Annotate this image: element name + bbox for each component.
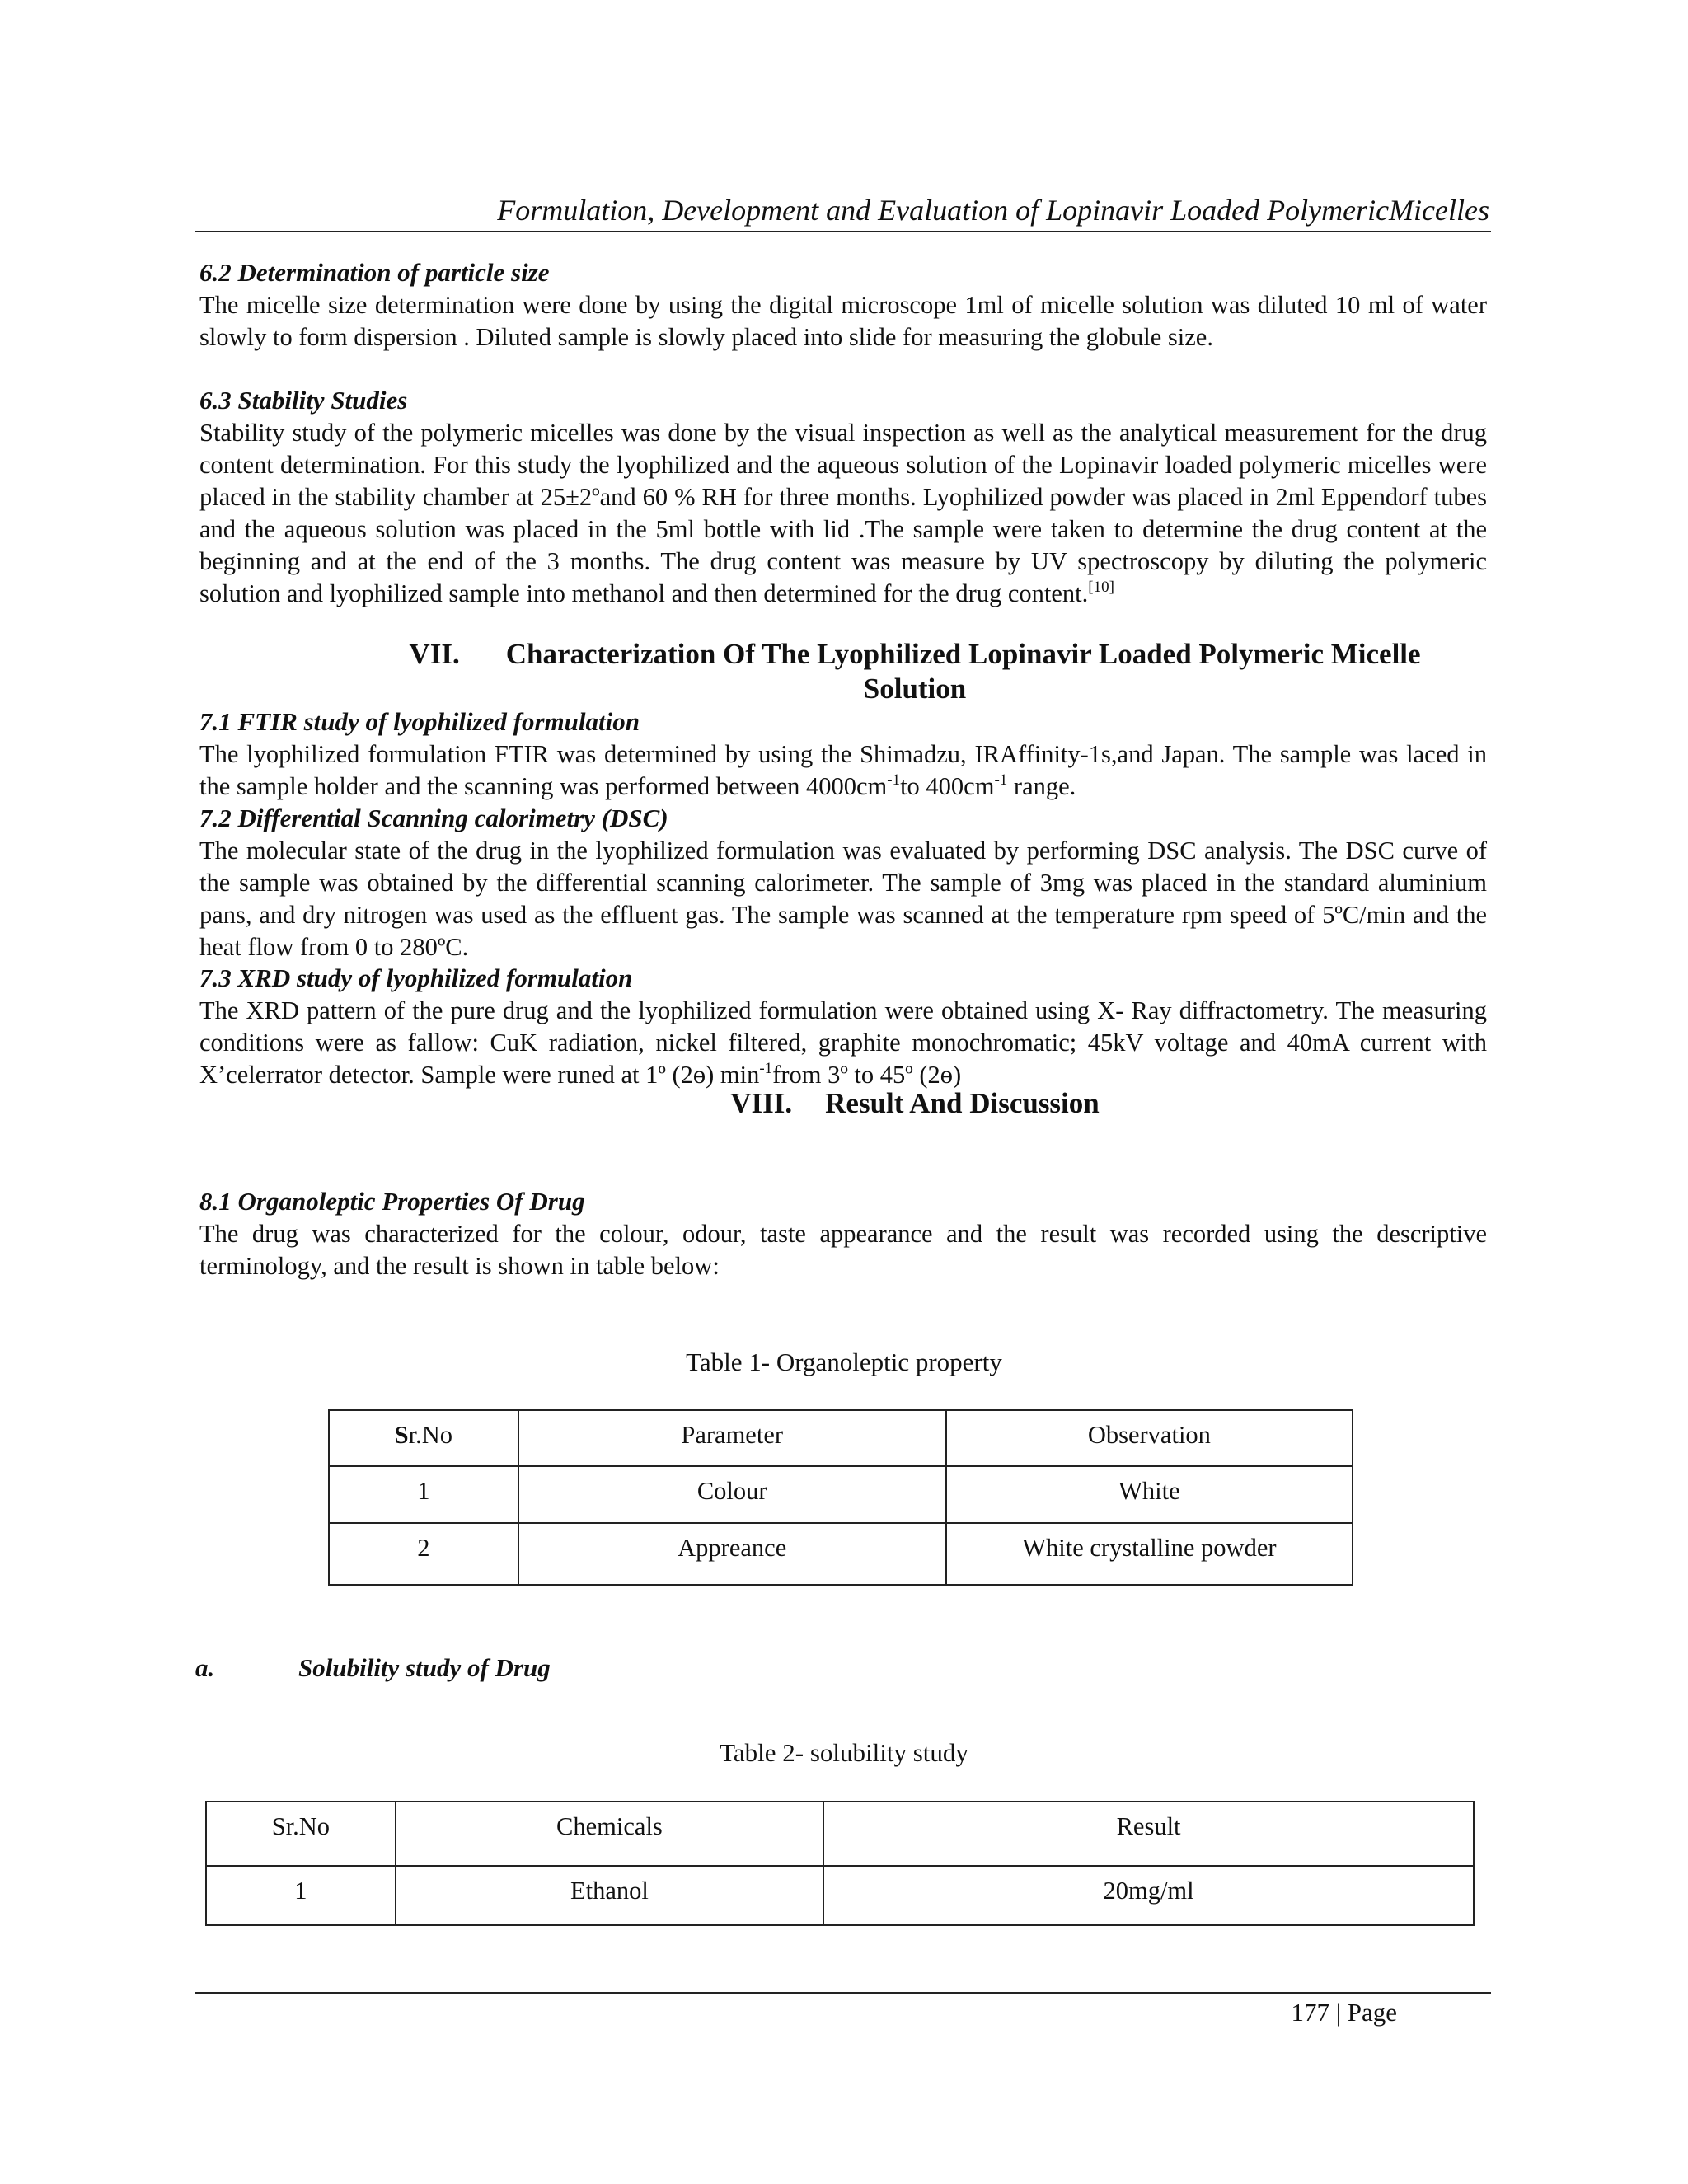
table1-cell: Appreance	[518, 1523, 946, 1585]
table2-cell: 1	[206, 1866, 396, 1925]
section-heading-vii	[346, 637, 1484, 706]
paragraph-7-1: The lyophilized formulation FTIR was determined by using the Shimadzu, IRAffinity-1s,and Japan. The sample was laced in the sample holder and the scanning was performed between $4000cm^{-1}to$ $400cm^{-1}$ range.	[199, 740, 1487, 800]
paragraph-8-1: The drug was characterized for the colour, odour, taste appearance and the result was recorded using the descriptive terminology, and the result is shown in table below:	[199, 1220, 1487, 1280]
table1-caption: Table 1- Organoleptic property	[686, 1347, 1002, 1376]
table2-header-row	[206, 1802, 1474, 1866]
table1-cell: Colour	[518, 1466, 946, 1523]
section-vii-number: VII.	[409, 638, 460, 670]
heading-6-3: 6.3 Stability Studies	[199, 386, 408, 415]
table1-cell: White crystalline powder	[946, 1523, 1353, 1585]
table1	[328, 1409, 1353, 1586]
table2-cell: 20mg/ml	[823, 1866, 1474, 1925]
section-viii-number: VIII.	[730, 1087, 793, 1119]
table2-header-cell: Sr.No	[206, 1802, 396, 1866]
subsection-a-heading: a. Solubility study of Drug	[195, 1653, 551, 1682]
table1-header-cell: Sr.No	[329, 1410, 518, 1466]
heading-7-1: 7.1 FTIR study of lyophilized formulation	[199, 707, 640, 736]
paragraph-7-2: The molecular state of the drug in the lyophilized formulation was evaluated by performing DSC analysis. The DSC curve of the sample was obtained by the differential scanning calorimeter. The sample of 3mg was placed in the standard aluminium pans, and dry nitrogen was used as the effluent gas. The sample was scanned at the temperature rpm speed of 5ºC/min and the heat flow from 0 to 280ºC.	[199, 837, 1487, 961]
page-number: 177 | Page	[1291, 1998, 1397, 2027]
table2-caption: Table 2- solubility study	[720, 1738, 968, 1767]
table2-header-cell: Chemicals	[396, 1802, 823, 1866]
table1-cell: 2	[329, 1523, 518, 1585]
table1-header-cell: Observation	[946, 1410, 1353, 1466]
header-rule	[195, 231, 1491, 232]
running-header: Formulation, Development and Evaluation of Lopinavir Loaded PolymericMicelles	[497, 194, 1489, 227]
table-row	[329, 1523, 1353, 1585]
paragraph-7-3: The XRD pattern of the pure drug and the lyophilized formulation were obtained using X- Ray diffractometry. The measuring conditions were as fallow: CuK radiation, nickel filtered, graphite monochromatic; 45kV voltage and 40mA current with X’celerrator detector. Sample were runed at 1º (2ɵ) $\min^{-1}from$ 3º to 45º (2ɵ)	[199, 996, 1487, 1089]
citation-10: [10]	[1088, 579, 1114, 596]
heading-7-2: 7.2 Differential Scanning calorimetry (DSC)	[199, 804, 668, 832]
table2	[205, 1801, 1475, 1926]
table2-header-cell: Result	[823, 1802, 1474, 1866]
subsection-a-letter: a.	[195, 1653, 215, 1682]
footer-rule	[195, 1992, 1491, 1994]
heading-6-2: 6.2 Determination of particle size	[199, 258, 550, 287]
table-row	[206, 1866, 1474, 1925]
table1-header-cell: Parameter	[518, 1410, 946, 1466]
paragraph-6-2: The micelle size determination were done by using the digital microscope 1ml of micelle solution was diluted 10 ml of water slowly to form dispersion . Diluted sample is slowly placed into slide for measuring the globule size.	[199, 291, 1487, 351]
heading-8-1: 8.1 Organoleptic Properties Of Drug	[199, 1187, 585, 1216]
table2-cell: Ethanol	[396, 1866, 823, 1925]
table1-cell: White	[946, 1466, 1353, 1523]
section-vii-line2: Solution	[863, 673, 967, 705]
table1-cell: 1	[329, 1466, 518, 1523]
table1-header-row	[329, 1410, 1353, 1466]
section-vii-line1: VII. Characterization Of The Lyophilized Lopinavir Loaded Polymeric Micelle	[409, 638, 1421, 670]
section-heading-viii: VIII. Result And Discussion	[730, 1087, 1100, 1119]
table-row	[329, 1466, 1353, 1523]
paragraph-6-3: Stability study of the polymeric micelles was done by the visual inspection as well as the analytical measurement for the drug content determination. For this study the lyophilized and the aqueous solution of the Lopinavir loaded polymeric micelles were placed in the stability chamber at 25±2ºand 60 % RH for three months. Lyophilized powder was placed in 2ml Eppendorf tubes and the aqueous solution was placed in the 5ml bottle with lid .The sample were taken to determine the drug content at the beginning and at the end of the 3 months. The drug content was measure by UV spectroscopy by diluting the polymeric solution and lyophilized sample into methanol and then determined for the drug content.[10]	[199, 419, 1487, 607]
heading-7-3: 7.3 XRD study of lyophilized formulation	[199, 963, 633, 992]
